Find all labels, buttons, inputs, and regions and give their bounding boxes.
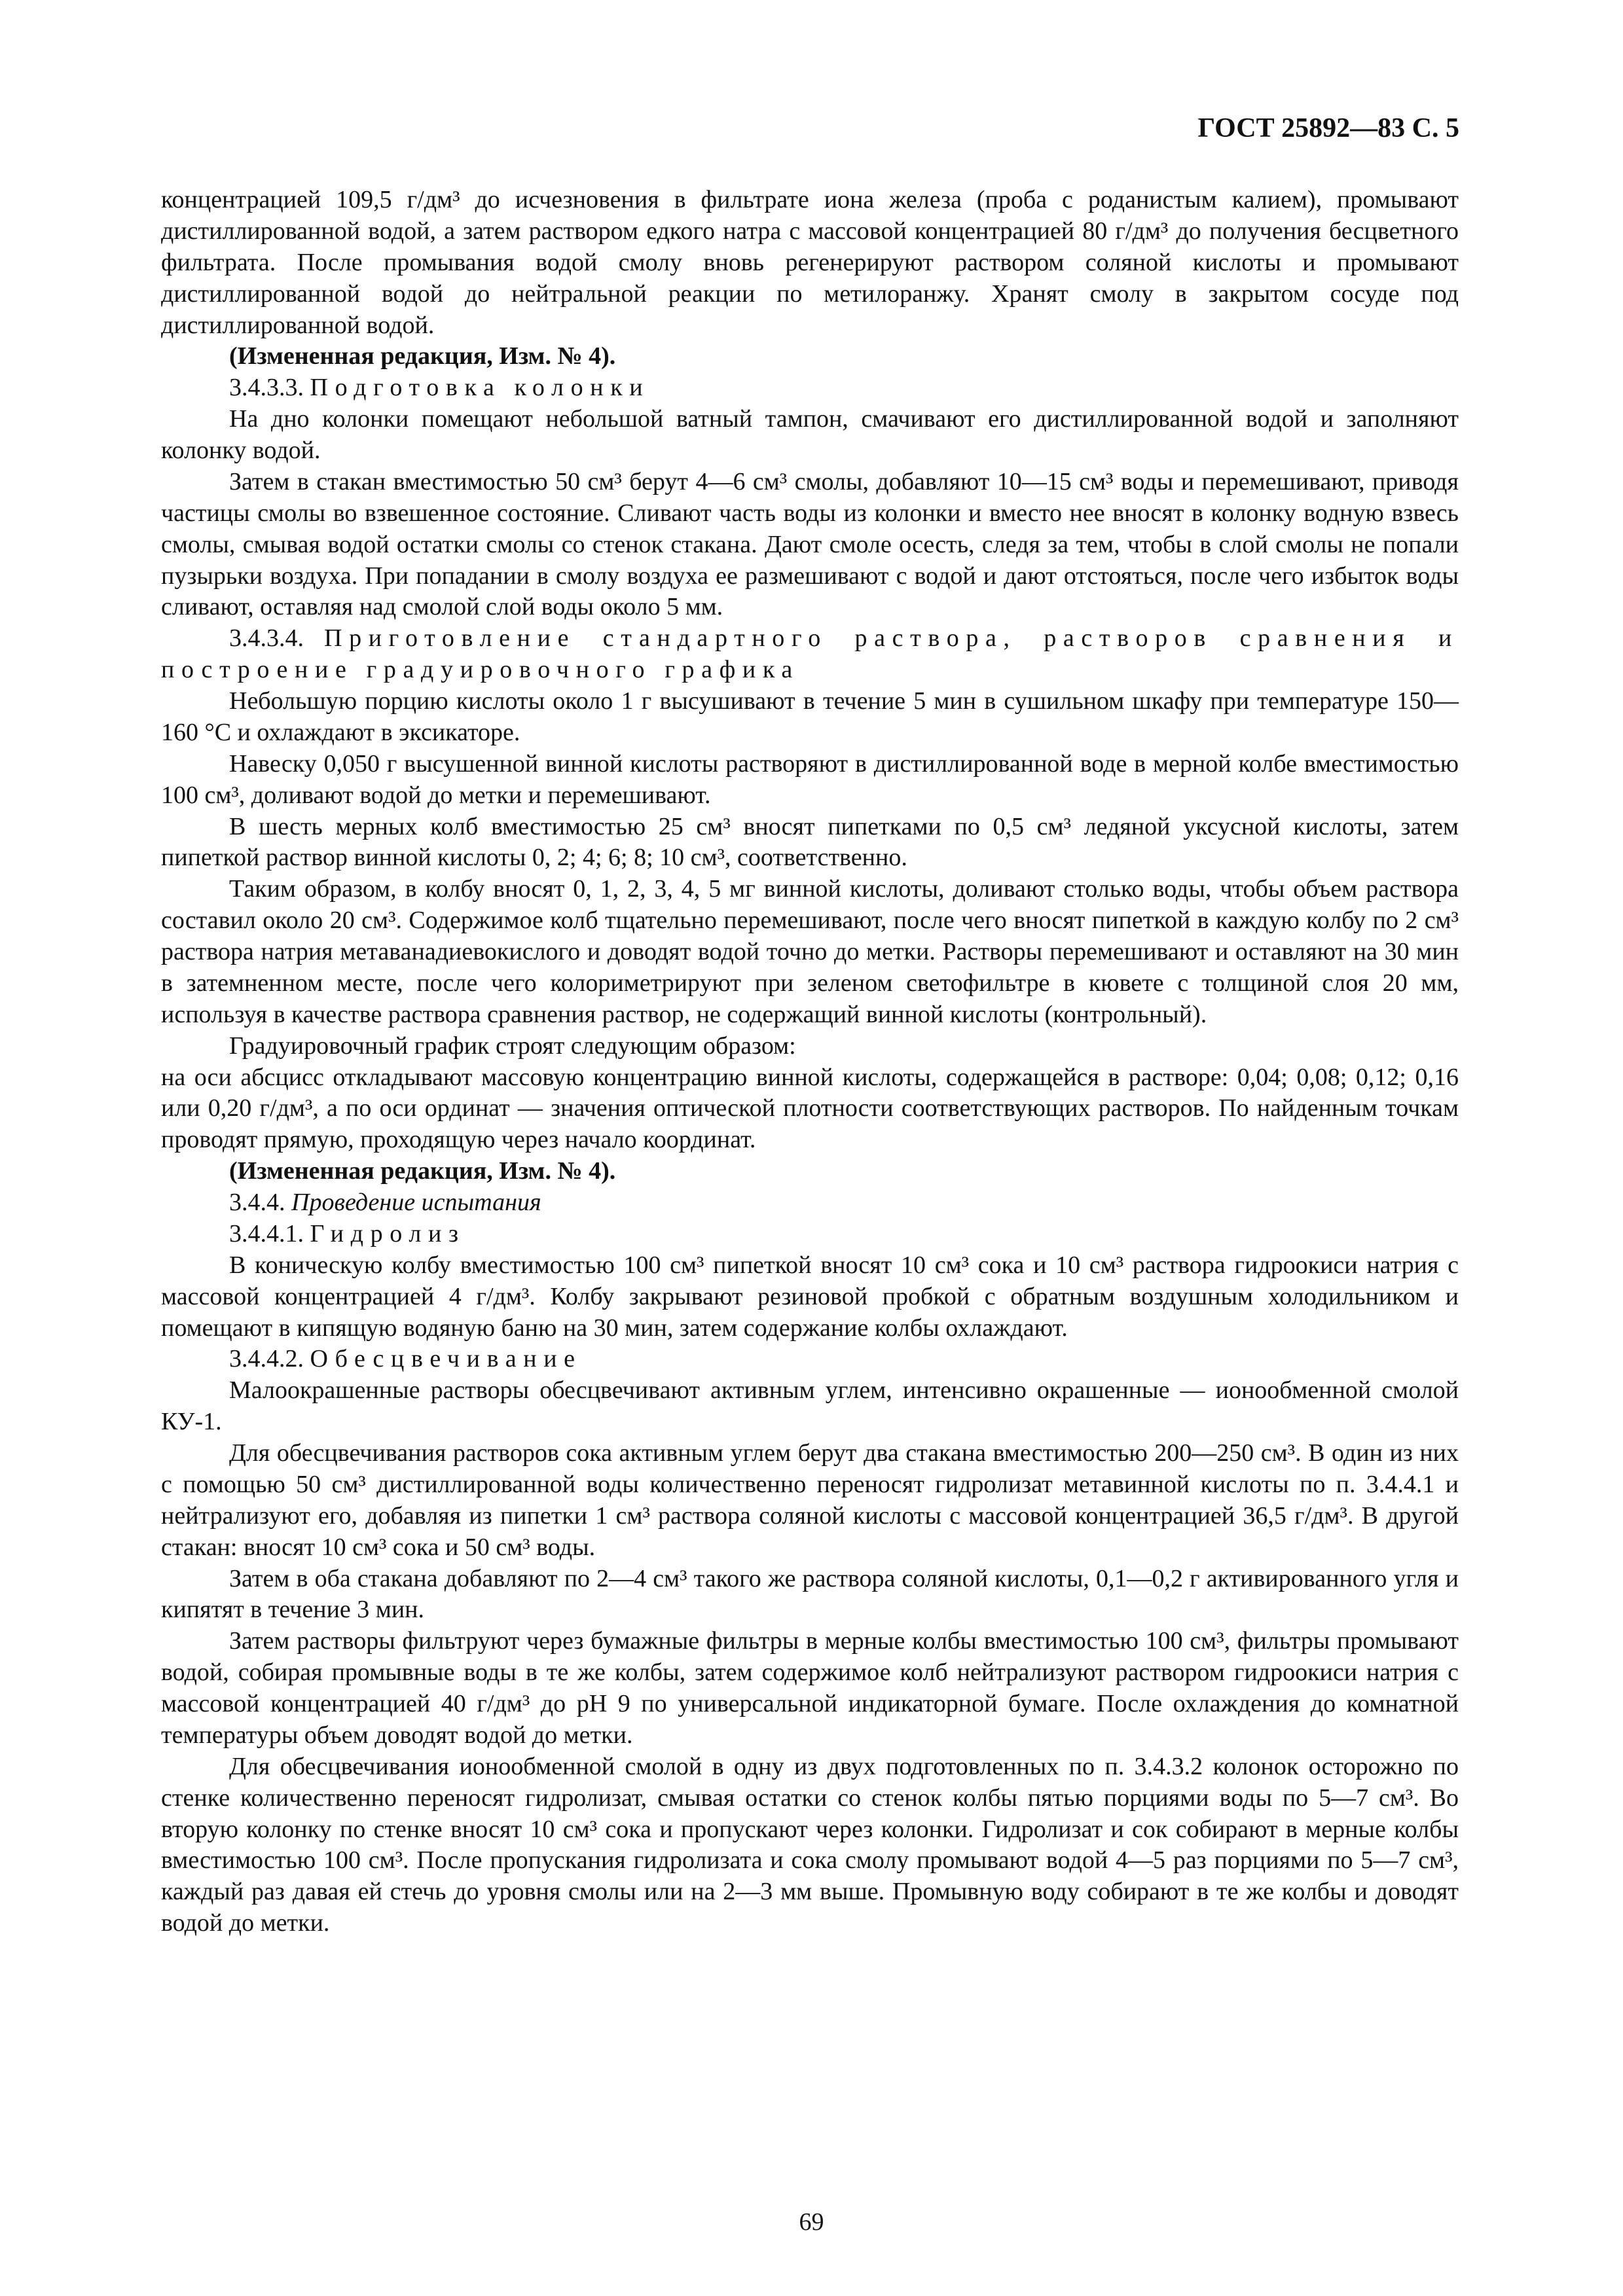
body-paragraph [161, 185, 1459, 341]
section-heading [161, 372, 1459, 404]
section-number: 3.4.4.2. [229, 1345, 304, 1373]
paragraph-text: Навеску 0,050 г высушенной винной кислоты растворяют в дистиллированной воде в мерной колбе вместимостью 100 см³, доливают водой до метки и перемешивают. [161, 749, 1459, 809]
body-paragraph [161, 1031, 1459, 1062]
paragraph-text: Затем в стакан вместимостью 50 см³ берут 4—6 см³ смолы, добавляют 10—15 см³ воды и перемешивают, приводя частицы смолы во взвешенное состояние. Сливают часть воды из колонки и вместо нее вносят в колонку водную взвесь смолы, смывая водой остатки смолы со стенок стакана. Дают смоле осесть, следя за тем, чтобы в слой смолы не попали пузырьки воздуха. При попадании в смолу воздуха ее размешивают с водой и дают отстояться, после чего избыток воды сливают, оставляя над смолой слой воды около 5 мм. [161, 467, 1459, 621]
section-heading [161, 1219, 1459, 1250]
amendment-text: (Измененная редакция, Изм. № 4). [229, 342, 616, 370]
page-number: 69 [799, 2208, 824, 2236]
amendment-text: (Измененная редакция, Изм. № 4). [229, 1157, 616, 1185]
section-title: Обесцвечивание [310, 1345, 582, 1373]
section-heading [161, 1344, 1459, 1375]
body-paragraph [161, 812, 1459, 874]
paragraph-text: Для обесцвечивания ионообменной смолой в одну из двух подготовленных по п. 3.4.3.2 колонок осторожно по стенке количественно переносят гидролизат, смывая остатки со стенок колбы пятью порциями воды по 5—7 см³. Во вторую колонку по стенке вносят 10 см³ сока и пропускают через колонки. Гидролизат и сок собирают в мерные колбы вместимостью 100 см³. После пропускания гидролизата и сока смолу промывают водой 4—5 раз порциями по 5—7 см³, каждый раз давая ей стечь до уровня смолы или на 2—3 мм выше. Промывную воду собирают в те же колбы и доводят водой до метки. [161, 1752, 1459, 1937]
body-paragraph [161, 1375, 1459, 1438]
paragraph-text: На дно колонки помещают небольшой ватный тампон, смачивают его дистиллированной водой и заполняют колонку водой. [161, 405, 1459, 464]
paragraph-text: Небольшую порцию кислоты около 1 г высушивают в течение 5 мин в сушильном шкафу при температуре 150—160 °С и охлаждают в эксикаторе. [161, 687, 1459, 746]
section-number: 3.4.4.1. [229, 1219, 304, 1247]
section-title: Гидролиз [310, 1219, 465, 1247]
body-paragraph [161, 1062, 1459, 1157]
paragraph-text: Для обесцвечивания растворов сока активным углем берут два стакана вместимостью 200—250 см³. В один из них с помощью 50 см³ дистиллированной воды количественно переносят гидролизат метавинной кислоты по п. 3.4.4.1 и нейтрализуют его, добавляя из пипетки 1 см³ раствора соляной кислоты с массовой концентрацией 36,5 г/дм³. В другой стакан: вносят 10 см³ сока и 50 см³ воды. [161, 1439, 1459, 1561]
amendment-note [161, 1156, 1459, 1187]
section-title: Проведение испытания [291, 1189, 541, 1216]
paragraph-text: В шесть мерных колб вместимостью 25 см³ вносят пипетками по 0,5 см³ ледяной уксусной кислоты, затем пипеткой раствор винной кислоты 0, 2; 4; 6; 8; 10 см³, соответственно. [161, 812, 1459, 872]
section-number: 3.4.4. [229, 1189, 285, 1216]
body-paragraph [161, 404, 1459, 467]
paragraph-text: Затем в оба стакана добавляют по 2—4 см³ такого же раствора соляной кислоты, 0,1—0,2 г активированного угля и кипятят в течение 3 мин. [161, 1564, 1459, 1624]
body-paragraph [161, 874, 1459, 1030]
body-paragraph [161, 1626, 1459, 1751]
paragraph-text: Таким образом, в колбу вносят 0, 1, 2, 3, 4, 5 мг винной кислоты, доливают столько воды, чтобы объем раствора составил около 20 см³. Содержимое колб тщательно перемешивают, после чего вносят пипеткой в каждую колбу по 2 см³ раствора натрия метаванадиевокислого и доводят водой точно до метки. Растворы перемешивают и оставляют на 30 мин в затемненном месте, после чего колориметрируют при зеленом светофильтре в кювете с толщиной слоя 20 мм, используя в качестве раствора сравнения раствор, не содержащий винной кислоты (контрольный). [161, 875, 1459, 1028]
paragraph-text: Градуировочный график строят следующим образом: [229, 1031, 796, 1060]
paragraph-text: на оси абсцисс откладывают массовую концентрацию винной кислоты, содержащейся в растворе: 0,04; 0,08; 0,12; 0,16 или 0,20 г/дм³, а по оси ординат — значения оптической плотности соответствующих растворов. По найденным точкам проводят прямую, проходящую через начало координат. [161, 1063, 1459, 1154]
section-title: Подготовка колонки [310, 374, 650, 402]
body-paragraph [161, 467, 1459, 623]
amendment-note [161, 341, 1459, 372]
body-paragraph [161, 1250, 1459, 1344]
running-header: ГОСТ 25892—83 С. 5 [1197, 113, 1459, 143]
section-heading [161, 623, 1459, 686]
section-heading [161, 1187, 1459, 1219]
body-paragraph [161, 1564, 1459, 1626]
paragraph-text: концентрацией 109,5 г/дм³ до исчезновения в фильтрате иона железа (проба с роданистым калием), промывают дистиллированной водой, а затем раствором едкого натра с массовой концентрацией 80 г/дм³ до получения бесцветного фильтрата. После промывания водой смолу вновь регенерируют раствором соляной кислоты и промывают дистиллированной водой до нейтральной реакции по метилоранжу. Хранят смолу в закрытом сосуде под дистиллированной водой. [161, 186, 1459, 339]
body-paragraph [161, 1438, 1459, 1564]
paragraph-text: Затем растворы фильтруют через бумажные фильтры в мерные колбы вместимостью 100 см³, фильтры промывают водой, собирая промывные воды в те же колбы, затем содержимое колб нейтрализуют раствором гидроокиси натрия с массовой концентрацией 40 г/дм³ до рН 9 по универсальной индикаторной бумаге. После охлаждения до комнатной температуры объем доводят водой до метки. [161, 1627, 1459, 1749]
paragraph-text: В коническую колбу вместимостью 100 см³ пипеткой вносят 10 см³ сока и 10 см³ раствора гидроокиси натрия с массовой концентрацией 4 г/дм³. Колбу закрывают резиновой пробкой с обратным воздушным холодильником и помещают в кипящую водяную баню на 30 мин, затем содержание колбы охлаждают. [161, 1251, 1459, 1342]
section-number: 3.4.3.4. [229, 624, 304, 653]
section-title: Приготовление стандартного раствора, растворов сравнения и построение градуировочного графика [161, 624, 1459, 684]
body-paragraph [161, 1751, 1459, 1939]
section-number: 3.4.3.3. [229, 374, 304, 402]
body-paragraph [161, 686, 1459, 749]
paragraph-text: Малоокрашенные растворы обесцвечивают активным углем, интенсивно окрашенные — ионообменной смолой КУ-1. [161, 1376, 1459, 1436]
document-body [161, 185, 1459, 1939]
body-paragraph [161, 749, 1459, 812]
